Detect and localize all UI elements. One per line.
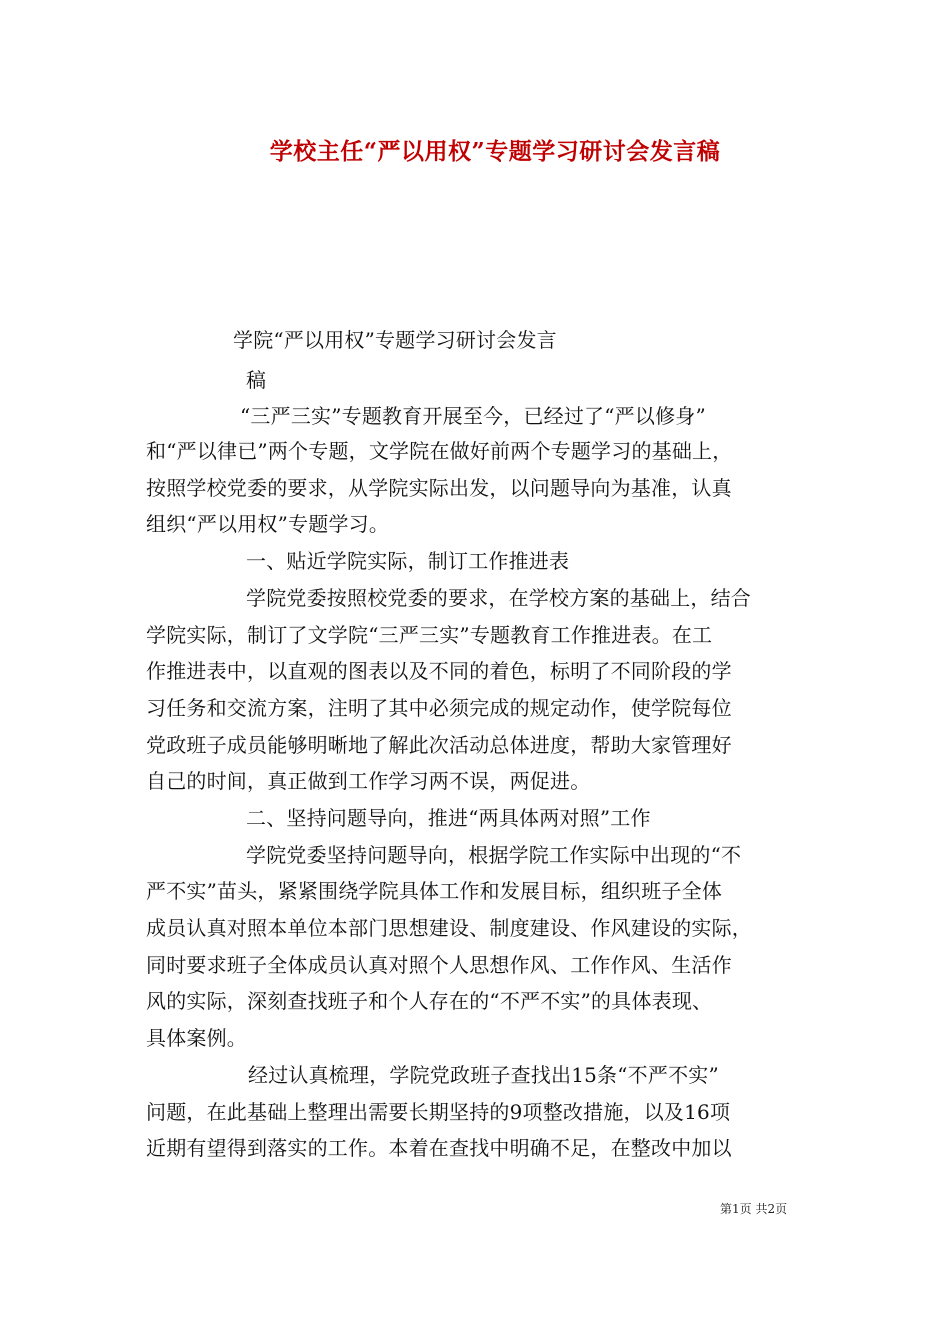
body-line: 作推进表中，以直观的图表以及不同的着色，标明了不同阶段的学 bbox=[146, 659, 732, 683]
body-line: 具体案例。 bbox=[146, 1026, 247, 1050]
body-line: 学院党委按照校党委的要求，在学校方案的基础上，结合 bbox=[246, 586, 751, 610]
body-line: 风的实际，深刻查找班子和个人存在的“不严不实”的具体表现、 bbox=[146, 989, 713, 1013]
section-heading-1: 一、贴近学院实际，制订工作推进表 bbox=[246, 549, 570, 573]
body-line: 学院党委坚持问题导向，根据学院工作实际中出现的“不 bbox=[246, 843, 742, 867]
body-line: 自己的时间，真正做到工作学习两不误，两促进。 bbox=[146, 769, 591, 793]
body-line: 党政班子成员能够明晰地了解此次活动总体进度，帮助大家管理好 bbox=[146, 733, 732, 757]
body-line: 按照学校党委的要求，从学院实际出发，以问题导向为基准，认真 bbox=[146, 476, 732, 500]
body-line: 近期有望得到落实的工作。本着在查找中明确不足，在整改中加以 bbox=[146, 1136, 732, 1160]
document-title: 学校主任“严以用权”专题学习研讨会发言稿 bbox=[269, 138, 721, 165]
body-line: 和“严以律已”两个专题，文学院在做好前两个专题学习的基础上， bbox=[146, 439, 733, 463]
page-footer: 第1页 共2页 bbox=[720, 1202, 788, 1216]
body-line: 组织“严以用权”专题学习。 bbox=[146, 512, 390, 536]
body-line: 严不实”苗头，紧紧围绕学院具体工作和发展目标，组织班子全体 bbox=[146, 879, 723, 903]
body-line: 成员认真对照本单位本部门思想建设、制度建设、作风建设的实际， bbox=[146, 916, 752, 940]
body-line: “三严三实”专题教育开展至今，已经过了“严以修身” bbox=[240, 404, 706, 428]
body-line-subtitle-2: 稿 bbox=[246, 368, 267, 392]
body-line: 经过认真梳理，学院党政班子查找出15条“不严不实” bbox=[248, 1063, 719, 1087]
body-line-subtitle-1: 学院“严以用权”专题学习研讨会发言 bbox=[233, 328, 557, 352]
body-line: 同时要求班子全体成员认真对照个人思想作风、工作作风、生活作 bbox=[146, 953, 732, 977]
section-heading-2: 二、坚持问题导向，推进“两具体两对照”工作 bbox=[246, 806, 651, 830]
body-line: 习任务和交流方案，注明了其中必须完成的规定动作，使学院每位 bbox=[146, 696, 732, 720]
body-line: 问题，在此基础上整理出需要长期坚持的9项整改措施，以及16项 bbox=[146, 1100, 731, 1124]
body-line: 学院实际，制订了文学院“三严三实”专题教育工作推进表。在工 bbox=[146, 623, 713, 647]
